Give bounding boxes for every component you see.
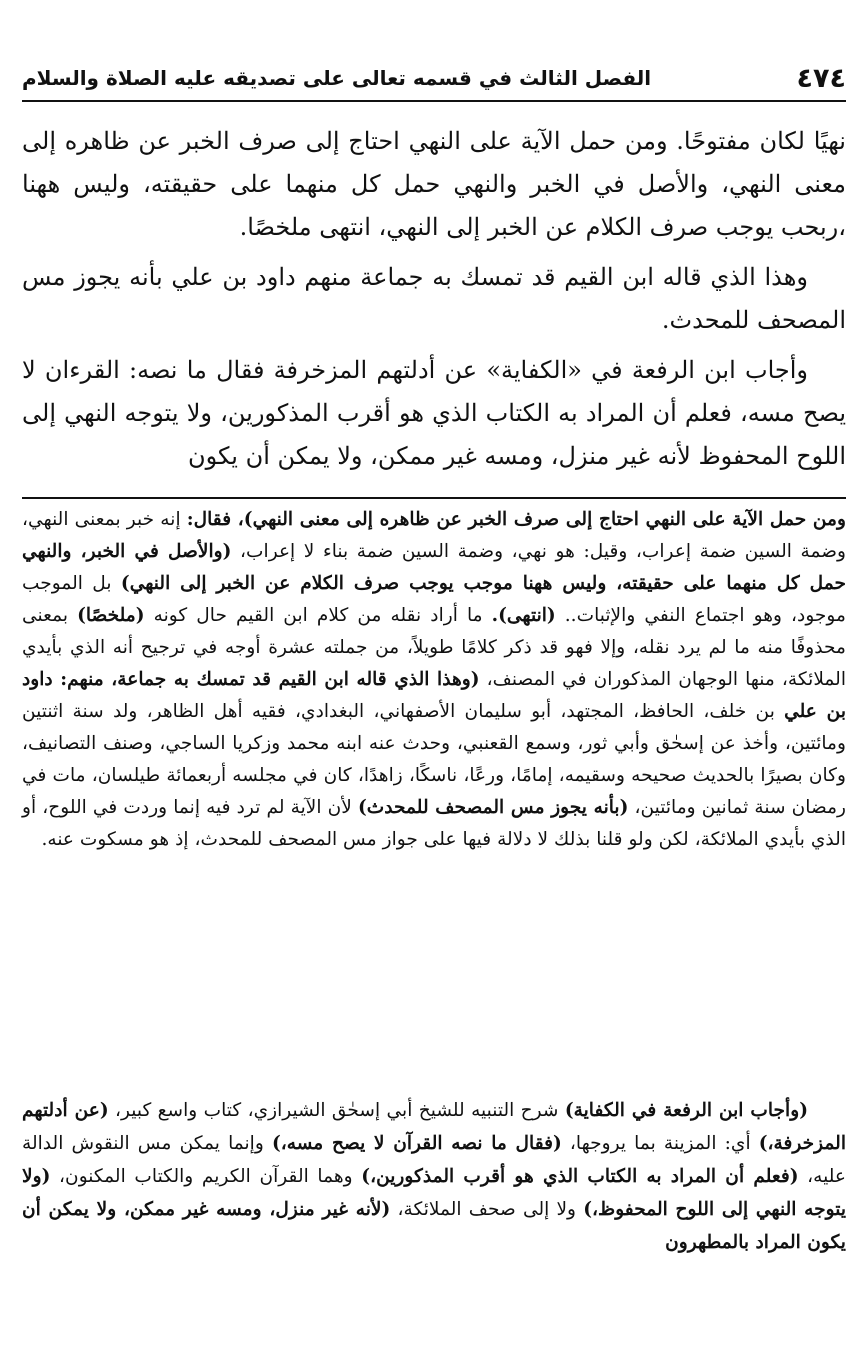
quoted-text: (عن أدلتهم المزخرفة،) [22, 1100, 846, 1154]
commentary-text: ما أراد نقله من كلام ابن القيم حال كونه [144, 605, 492, 626]
commentary-text: ولا إلى صحف الملائكة، [390, 1199, 584, 1220]
commentary-text: إنه خبر بمعنى النهي، وضمة السين ضمة إعراب، وقيل: هو نهي، وضمة السين ضمة بناء لا إعراب، [22, 509, 846, 562]
quoted-text: (لأنه غير منزل، ومسه غير ممكن، ولا يمكن أن يكون المراد بالمطهرون [22, 1199, 846, 1253]
main-paragraph: وأجاب ابن الرفعة في «الكفاية» عن أدلتهم المزخرفة فقال ما نصه: القرءان لا يصح مسه، فعلم أن المراد به الكتاب الذي هو أقرب المذكورين، ولا يتوجه النهي إلى اللوح المحفوظ لأنه غير منزل، ومسه غير ممكن، ولا يمكن أن يكون [22, 356, 847, 470]
commentary-block [22, 504, 846, 856]
page-number: ٤٧٤ [796, 62, 846, 94]
running-header [22, 56, 846, 100]
main-paragraph: وهذا الذي قاله ابن القيم قد تمسك به جماعة منهم داود بن علي بأنه يجوز مس المصحف للمحدث. [22, 263, 846, 334]
quoted-text: (فقال ما نصه القرآن لا يصح مسه،) [271, 1133, 562, 1154]
commentary-text: شرح التنبيه للشيخ أبي إسحٰق الشيرازي، كتاب واسع كبير، [108, 1100, 565, 1121]
commentary-text: لأن الآية لم ترد فيه إنما وردت في اللوح، أو الذي بأيدي الملائكة، لكن ولو قلنا بذلك لا دلالة فيها على جواز مس المصحف للمحدث، إذ هو مسكوت عنه. [22, 797, 846, 850]
header-divider [22, 100, 846, 102]
commentary-text: بل الموجب موجود، وهو اجتماع النفي والإثبات.. [22, 573, 846, 626]
commentary-divider [22, 497, 846, 499]
main-text [22, 120, 846, 485]
commentary-paragraph [22, 504, 846, 856]
quoted-text: (والأصل في الخبر، والنهي حمل كل منهما على حقيقته، وليس ههنا موجب يوجب صرف الكلام عن الخبر إلى النهي) [22, 541, 847, 594]
quoted-text: (وأجاب ابن الرفعة في الكفاية) [564, 1100, 808, 1121]
quoted-text: (وهذا الذي قاله ابن القيم قد تمسك به جماعة، منهم: داود بن علي [22, 669, 846, 722]
commentary-text: بن خلف، الحافظ، المجتهد، أبو سليمان الأصفهاني، البغدادي، فقيه أهل الظاهر، ولد سنة اثنتين ومائتين، وأخذ عن إسحٰق وأبي ثور، وسمع القعنبي، وحدث عنه ابنه محمد وزكريا الساجي، وصنف التصانيف، وكان بصيرًا بالحديث صحيحه وسقيمه، إمامًا، ورعًا، ناسكًا، زاهدًا، كان في مجلسه أربعمائة طيلسان، مات في رمضان سنة ثمانين ومائتين، [22, 701, 847, 818]
commentary-text: وهما القرآن الكريم والكتاب المكنون، [50, 1166, 362, 1187]
quoted-text: (فعلم أن المراد به الكتاب الذي هو أقرب المذكورين،) [361, 1166, 799, 1187]
quoted-text: (بأنه يجوز مس المصحف للمحدث) [357, 797, 629, 818]
quoted-text: (انتهى). [491, 605, 556, 626]
commentary-text: بمعنى محذوفًا منه ما لم يرد نقله، وإلا فهو قد ذكر كلامًا طويلاً، من جملته عشرة أوجه في ترجيح أنه الذي بأيدي الملائكة، منها الوجهان المذكوران في المصنف، [22, 605, 847, 690]
commentary-block-2 [22, 1094, 846, 1259]
book-page [22, 0, 846, 1364]
commentary-text: أي: المزينة بما يروجها، [561, 1133, 759, 1154]
commentary-text: وإنما يمكن مس النقوش الدالة عليه، [22, 1133, 846, 1187]
chapter-title: الفصل الثالث في قسمه تعالى على تصديقه عليه الصلاة والسلام [22, 66, 652, 90]
commentary-paragraph [22, 1094, 846, 1259]
quoted-text: (ملخصًا) [77, 605, 145, 626]
main-paragraph: نهيًا لكان مفتوحًا. ومن حمل الآية على النهي احتاج إلى صرف الخبر عن ظاهره إلى معنى النهي، والأصل في الخبر والنهي حمل كل منهما على حقيقته، وليس ههنا ،ربحب يوجب صرف الكلام عن الخبر إلى النهي، انتهى ملخصًا. [22, 127, 846, 241]
quoted-text: ومن حمل الآية على النهي احتاج إلى صرف الخبر عن ظاهره إلى معنى النهي)، فقال: [186, 509, 846, 530]
quoted-text: (ولا يتوجه النهي إلى اللوح المحفوظ،) [22, 1166, 847, 1220]
